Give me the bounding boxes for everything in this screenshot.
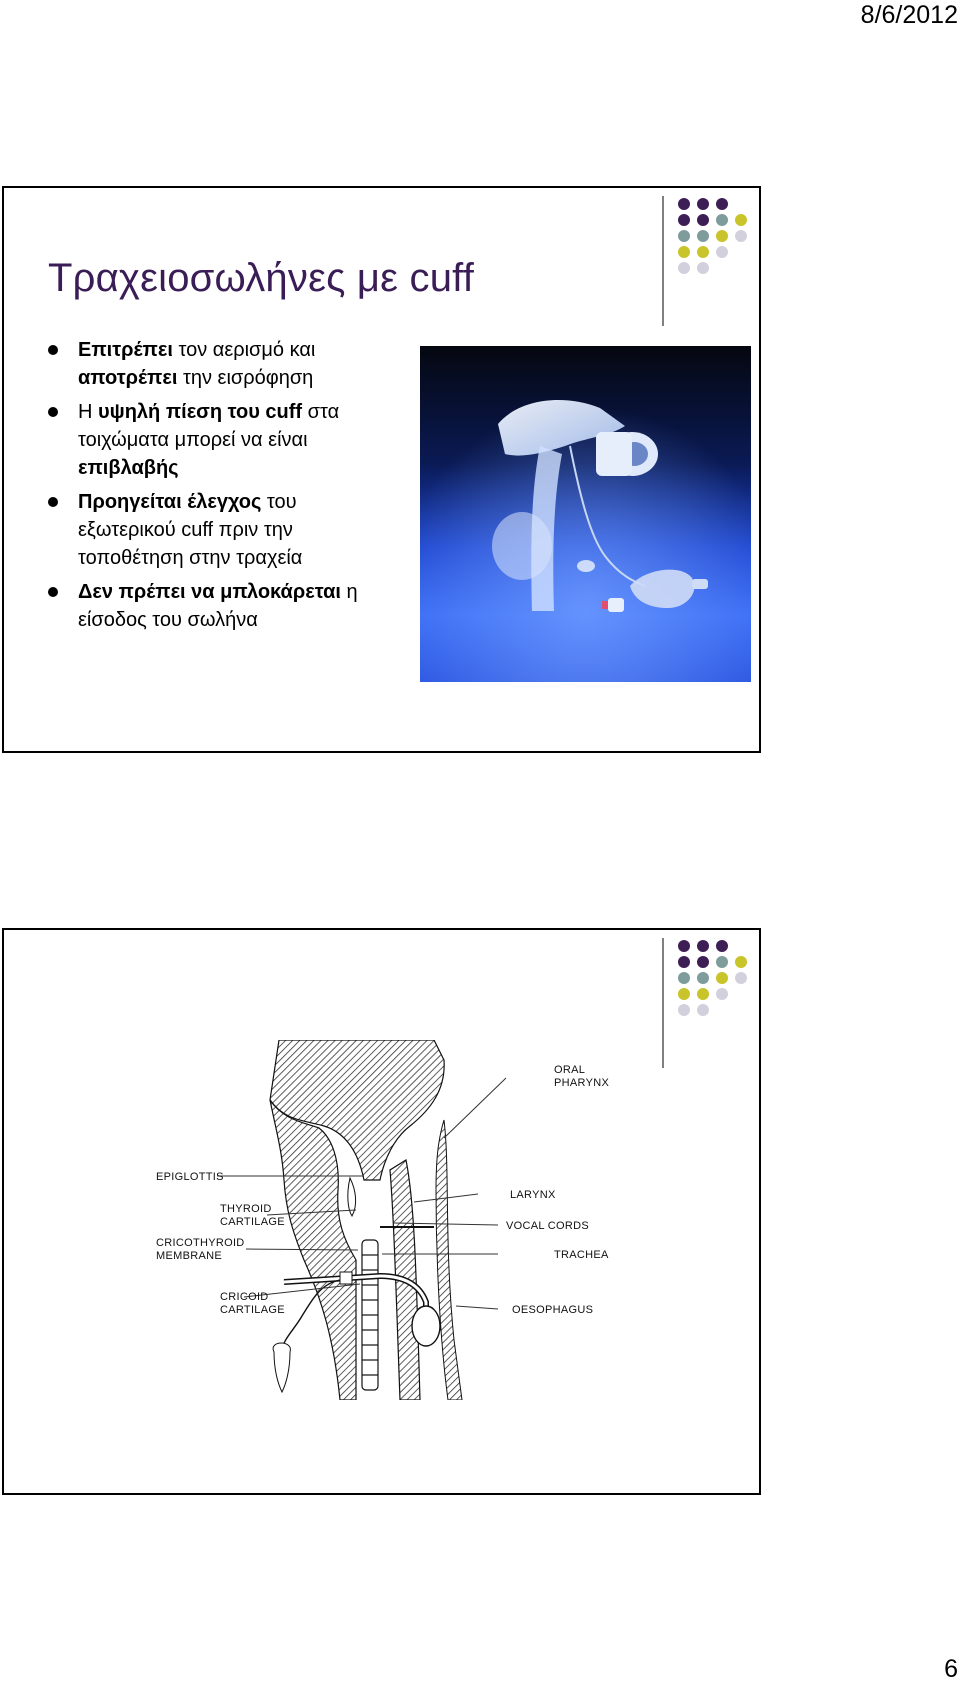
decorative-divider <box>662 196 664 326</box>
bullet-emphasis: υψηλή πίεση του cuff <box>98 401 303 423</box>
date-header: 8/6/2012 <box>860 1 958 29</box>
decorative-dot <box>716 246 728 258</box>
decorative-dot <box>735 262 747 274</box>
bullet-text: Η <box>78 401 98 423</box>
decorative-divider <box>662 938 664 1068</box>
bullet-text: του εξωτερικού cuff πριν την τοποθέτηση στην τραχεία <box>78 491 303 569</box>
decorative-dot <box>678 214 690 226</box>
decorative-dot <box>735 246 747 258</box>
decorative-dot <box>735 214 747 226</box>
label-oral: ORAL <box>554 1064 586 1076</box>
bullet-text: τον αερισμό και <box>172 339 316 361</box>
label-pharynx: PHARYNX <box>554 1077 610 1089</box>
decorative-dot <box>678 940 690 952</box>
label-thyroid-cartilage: CARTILAGE <box>220 1216 285 1228</box>
slide-1 <box>2 186 761 753</box>
decorative-dot <box>678 988 690 1000</box>
label-cricoid-cartilage: CARTILAGE <box>220 1304 285 1316</box>
decorative-dot <box>716 1004 728 1016</box>
decorative-dot <box>697 230 709 242</box>
decorative-dot-grid <box>678 940 747 1016</box>
airway-anatomy-diagram <box>144 1040 644 1400</box>
label-vocal-cords: VOCAL CORDS <box>506 1220 589 1232</box>
decorative-dot <box>697 198 709 210</box>
label-trachea: TRACHEA <box>554 1249 609 1261</box>
bullet-item <box>48 488 388 572</box>
slide-title: Τραχειοσωλήνες με cuff <box>48 256 475 300</box>
bullet-item <box>48 336 388 392</box>
bullet-emphasis: Επιτρέπει <box>78 339 173 361</box>
decorative-dot <box>678 262 690 274</box>
label-cricoid: CRICOID <box>220 1291 269 1303</box>
decorative-dot <box>678 230 690 242</box>
decorative-dot <box>678 956 690 968</box>
label-oesophagus: OESOPHAGUS <box>512 1304 594 1316</box>
decorative-dot <box>697 972 709 984</box>
decorative-dot <box>697 214 709 226</box>
decorative-dot <box>735 230 747 242</box>
decorative-dot <box>697 956 709 968</box>
decorative-dot <box>716 988 728 1000</box>
decorative-dot <box>735 940 747 952</box>
decorative-dot-grid <box>678 198 747 274</box>
decorative-dot <box>716 940 728 952</box>
bullet-emphasis: επιβλαβής <box>78 457 179 479</box>
decorative-dot <box>716 262 728 274</box>
decorative-dot <box>735 972 747 984</box>
bullet-text: στα τοιχώματα μπορεί να είναι <box>78 401 340 451</box>
decorative-dot <box>735 988 747 1000</box>
bullet-emphasis: Προηγείται έλεγχος <box>78 491 262 513</box>
decorative-dot <box>678 972 690 984</box>
decorative-dot <box>697 262 709 274</box>
decorative-dot <box>678 198 690 210</box>
decorative-dot <box>735 956 747 968</box>
decorative-dot <box>716 972 728 984</box>
decorative-dot <box>678 246 690 258</box>
bullet-emphasis: αποτρέπει <box>78 367 178 389</box>
tracheostomy-tube-photo <box>420 346 751 682</box>
decorative-dot <box>735 198 747 210</box>
bullet-emphasis: Δεν πρέπει να μπλοκάρεται <box>78 581 341 603</box>
decorative-dot <box>716 214 728 226</box>
label-cricothyroid: CRICOTHYROID <box>156 1237 245 1249</box>
bullet-item <box>48 578 388 634</box>
decorative-dot <box>697 988 709 1000</box>
bullet-text: η είσοδος του σωλήνα <box>78 581 358 631</box>
label-thyroid: THYROID <box>220 1203 272 1215</box>
decorative-dot <box>678 1004 690 1016</box>
label-cricothyroid-membrane: MEMBRANE <box>156 1250 222 1262</box>
label-epiglottis: EPIGLOTTIS <box>156 1171 224 1183</box>
decorative-dot <box>716 956 728 968</box>
decorative-dot <box>697 246 709 258</box>
decorative-dot <box>697 940 709 952</box>
decorative-dot <box>716 230 728 242</box>
bullet-list <box>48 336 388 640</box>
decorative-dot <box>697 1004 709 1016</box>
decorative-dot <box>716 198 728 210</box>
bullet-text: την εισρόφηση <box>177 367 314 389</box>
bullet-item <box>48 398 388 482</box>
label-larynx: LARYNX <box>510 1189 556 1201</box>
slide-2 <box>2 928 761 1495</box>
decorative-dot <box>735 1004 747 1016</box>
page-number: 6 <box>944 1655 958 1683</box>
